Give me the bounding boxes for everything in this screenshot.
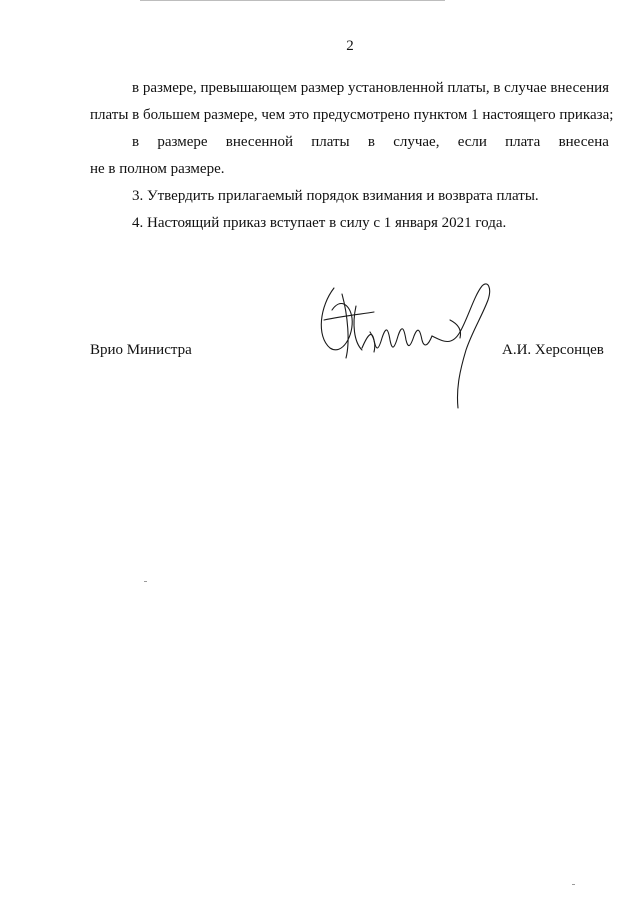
page-number: 2 [346, 38, 354, 54]
word: платы [311, 134, 350, 150]
item-3: 3. Утвердить прилагаемый порядок взимания и возврата платы. [132, 188, 539, 204]
paragraph-1-line-1: в размере, превышающем размер установленной платы, в случае внесения [132, 80, 610, 96]
scan-artifact [144, 581, 147, 582]
top-border-line [140, 0, 445, 1]
word: в [132, 134, 140, 150]
paragraph-1-line-2: платы в большем размере, чем это предусмотрено пунктом 1 настоящего приказа; [90, 107, 614, 123]
position-title: Врио Министра [90, 342, 192, 358]
signatory-name: А.И. Херсонцев [502, 342, 604, 358]
handwritten-signature [312, 276, 502, 411]
word: в [367, 134, 375, 150]
word: внесена [558, 134, 609, 150]
scan-artifact [572, 884, 575, 885]
word: внесенной [225, 134, 293, 150]
word: случае, [393, 134, 440, 150]
paragraph-2-line-1 [132, 133, 609, 151]
paragraph-2-line-2: не в полном размере. [90, 161, 225, 177]
word: размере [157, 134, 208, 150]
word: плата [505, 134, 541, 150]
item-4: 4. Настоящий приказ вступает в силу с 1 января 2021 года. [132, 215, 507, 231]
word: если [457, 134, 487, 150]
